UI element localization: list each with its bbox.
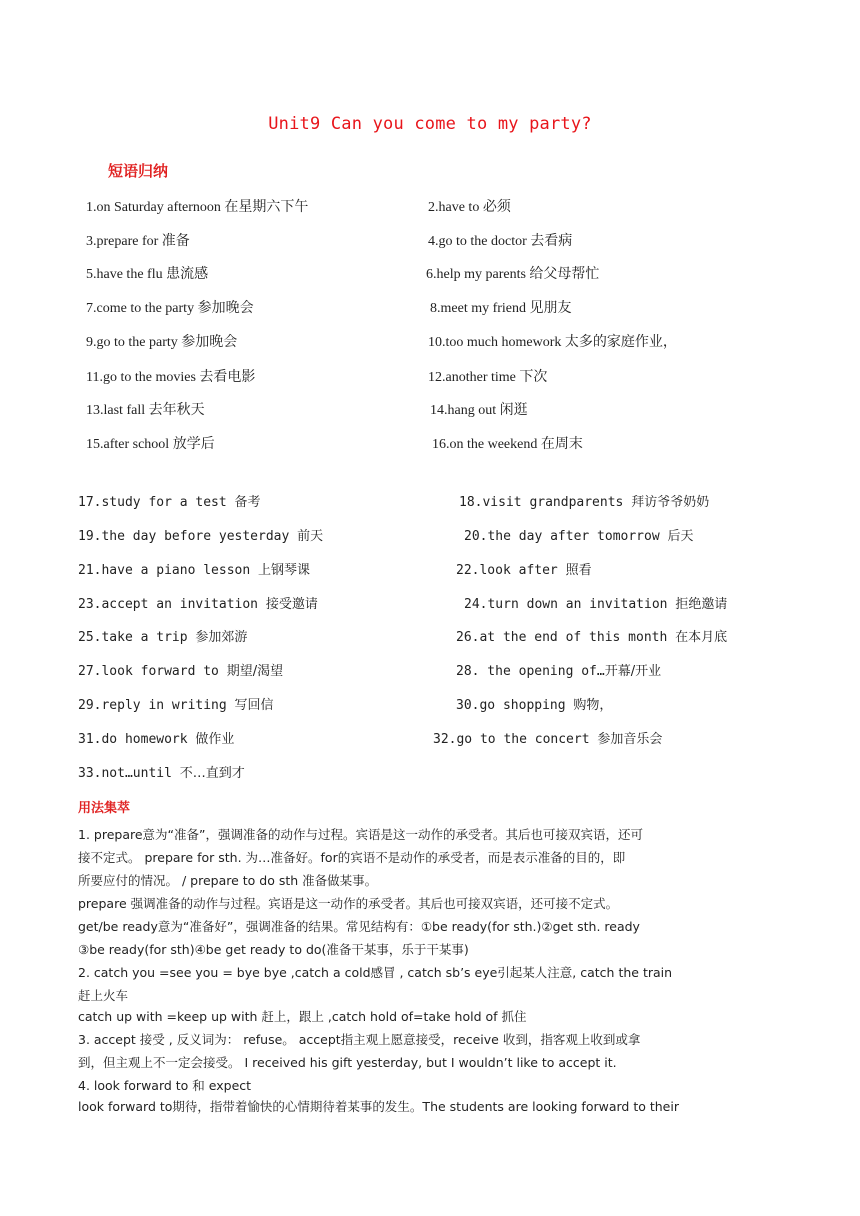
phrase-item-6 xyxy=(426,264,599,284)
usage-line: 2. catch you =see you = bye bye ,catch a cold感冒 , catch sb’s eye引起某人注意, catch the train xyxy=(78,965,673,980)
phrase-cn: 写回信 xyxy=(234,698,274,713)
phrase-item-26 xyxy=(456,628,727,648)
phrase-en: 10.too much homework xyxy=(428,335,565,350)
phrase-cn: 去年秋天 xyxy=(148,402,205,418)
phrase-cn: 太多的家庭作业， xyxy=(564,334,677,350)
phrase-en: 3.prepare for xyxy=(86,234,162,249)
phrase-cn: 在星期六下午 xyxy=(224,199,309,215)
page-title: Unit9 Can you come to my party? xyxy=(268,114,592,134)
phrase-en: 1.on Saturday afternoon xyxy=(86,200,225,215)
phrase-en: 32.go to the concert xyxy=(433,732,598,747)
phrase-cn: 期望/渴望 xyxy=(226,664,284,679)
phrase-item-14 xyxy=(430,400,528,420)
phrase-cn: 放学后 xyxy=(172,436,215,452)
phrase-cn: 下次 xyxy=(519,369,548,385)
phrase-item-19 xyxy=(78,527,323,547)
phrase-item-12 xyxy=(428,367,547,387)
phrase-cn: 购物， xyxy=(573,698,613,713)
phrase-cn: 给父母帮忙 xyxy=(529,266,600,282)
phrase-en: 8.meet my friend xyxy=(430,301,530,316)
usage-line: ③be ready(for sth)④be get ready to do(准备干某事，乐于干某事) xyxy=(78,942,469,957)
usage-heading: 用法集萃 xyxy=(78,801,131,816)
phrase-en: 9.go to the party xyxy=(86,335,182,350)
phrase-item-5 xyxy=(86,264,208,284)
phrase-item-23 xyxy=(78,595,318,615)
phrase-item-2 xyxy=(428,197,511,217)
phrase-cn: 闲逛 xyxy=(499,402,528,418)
phrase-item-33 xyxy=(78,764,245,784)
phrase-cn: 参加晚会 xyxy=(197,300,254,316)
phrase-item-29 xyxy=(78,696,274,716)
phrase-en: 11.go to the movies xyxy=(86,370,200,385)
phrase-en: 26.at the end of this month xyxy=(456,630,676,645)
phrase-en: 12.another time xyxy=(428,370,520,385)
phrase-cn: 去看电影 xyxy=(199,369,256,385)
phrase-item-15 xyxy=(86,434,215,454)
phrase-en: 4.go to the doctor xyxy=(428,234,531,249)
phrase-item-24 xyxy=(464,595,727,615)
phrase-cn: 开幕/开业 xyxy=(604,664,662,679)
usage-line: 到，但主观上不一定会接受。 I received his gift yesterday, but I wouldn’t like to accept it. xyxy=(78,1055,617,1070)
phrase-en: 15.after school xyxy=(86,437,173,452)
phrase-en: 7.come to the party xyxy=(86,301,198,316)
phrase-item-27 xyxy=(78,662,283,682)
phrase-item-7 xyxy=(86,298,254,318)
phrase-en: 25.take a trip xyxy=(78,630,196,645)
phrase-cn: 不…直到才 xyxy=(179,766,245,781)
phrase-en: 17.study for a test xyxy=(78,495,235,510)
usage-line: 3. accept 接受 , 反义词为： refuse。 accept指主观上愿意接受，receive 收到，指客观上收到或拿 xyxy=(78,1032,641,1047)
usage-line: catch up with =keep up with 赶上，跟上 ,catch hold of=take hold of 抓住 xyxy=(78,1009,527,1024)
phrase-item-18 xyxy=(459,493,709,513)
phrase-item-1 xyxy=(86,197,308,217)
phrase-item-10 xyxy=(428,332,677,352)
usage-line: get/be ready意为“准备好”，强调准备的结果。常见结构有：①be ready(for sth.)②get sth. ready xyxy=(78,919,640,934)
phrase-item-25 xyxy=(78,628,247,648)
phrase-cn: 在周末 xyxy=(540,436,583,452)
phrase-cn: 准备 xyxy=(161,233,190,249)
phrase-cn: 在本月底 xyxy=(675,630,728,645)
phrase-cn: 必须 xyxy=(482,199,511,215)
phrase-en: 31.do homework xyxy=(78,732,196,747)
phrase-en: 16.on the weekend xyxy=(432,437,541,452)
phrase-item-13 xyxy=(86,400,205,420)
phrase-item-9 xyxy=(86,332,237,352)
phrase-cn: 拜访爷爷奶奶 xyxy=(631,495,710,510)
phrase-cn: 参加郊游 xyxy=(195,630,248,645)
phrase-en: 13.last fall xyxy=(86,403,149,418)
phrase-en: 29.reply in writing xyxy=(78,698,235,713)
phrase-en: 22.look after xyxy=(456,563,566,578)
phrase-cn: 参加晚会 xyxy=(181,334,238,350)
phrase-cn: 后天 xyxy=(667,529,694,544)
phrase-item-32 xyxy=(433,730,662,750)
phrase-cn: 去看病 xyxy=(530,233,573,249)
phrase-item-20 xyxy=(464,527,694,547)
phrase-item-16 xyxy=(432,434,583,454)
phrase-en: 33.not…until xyxy=(78,766,180,781)
phrase-cn: 拒绝邀请 xyxy=(675,597,728,612)
phrase-en: 18.visit grandparents xyxy=(459,495,632,510)
phrase-cn: 前天 xyxy=(297,529,324,544)
phrase-en: 2.have to xyxy=(428,200,483,215)
phrase-item-22 xyxy=(456,561,592,581)
phrase-item-31 xyxy=(78,730,234,750)
phrase-item-3 xyxy=(86,231,190,251)
phrase-cn: 上钢琴课 xyxy=(258,563,311,578)
usage-line: 赶上火车 xyxy=(78,988,129,1003)
phrase-cn: 照看 xyxy=(565,563,592,578)
usage-line: 4. look forward to 和 expect xyxy=(78,1078,252,1093)
phrase-en: 21.have a piano lesson xyxy=(78,563,259,578)
usage-line: 接不定式。 prepare for sth. 为…准备好。for的宾语不是动作的承受者，而是表示准备的目的，即 xyxy=(78,850,626,865)
phrase-item-8 xyxy=(430,298,572,318)
phrase-en: 23.accept an invitation xyxy=(78,597,266,612)
phrase-en: 19.the day before yesterday xyxy=(78,529,298,544)
phrase-summary-heading: 短语归纳 xyxy=(108,162,169,180)
phrase-cn: 参加音乐会 xyxy=(597,732,663,747)
usage-line: prepare 强调准备的动作与过程。宾语是这一动作的承受者。其后也可接双宾语，还可接不定式。 xyxy=(78,896,619,911)
phrase-en: 5.have the flu xyxy=(86,267,167,282)
usage-line: 1. prepare意为“准备”，强调准备的动作与过程。宾语是这一动作的承受者。其后也可接双宾语，还可 xyxy=(78,827,643,842)
usage-line: 所要应付的情况。 / prepare to do sth 准备做某事。 xyxy=(78,873,378,888)
phrase-en: 14.hang out xyxy=(430,403,500,418)
phrase-item-21 xyxy=(78,561,310,581)
phrase-cn: 备考 xyxy=(234,495,261,510)
phrase-item-28 xyxy=(456,662,661,682)
phrase-en: 6.help my parents xyxy=(426,267,530,282)
phrase-item-30 xyxy=(456,696,612,716)
phrase-item-17 xyxy=(78,493,261,513)
phrase-item-4 xyxy=(428,231,572,251)
phrase-en: 30.go shopping xyxy=(456,698,574,713)
phrase-item-11 xyxy=(86,367,255,387)
phrase-en: 28. the opening of… xyxy=(456,664,605,679)
phrase-cn: 接受邀请 xyxy=(265,597,318,612)
phrase-cn: 见朋友 xyxy=(529,300,572,316)
usage-line: look forward to期待，指带着愉快的心情期待着某事的发生。The students are looking forward to their xyxy=(78,1099,679,1114)
phrase-cn: 做作业 xyxy=(195,732,235,747)
phrase-en: 24.turn down an invitation xyxy=(464,597,676,612)
phrase-cn: 患流感 xyxy=(166,266,209,282)
phrase-en: 27.look forward to xyxy=(78,664,227,679)
phrase-en: 20.the day after tomorrow xyxy=(464,529,668,544)
